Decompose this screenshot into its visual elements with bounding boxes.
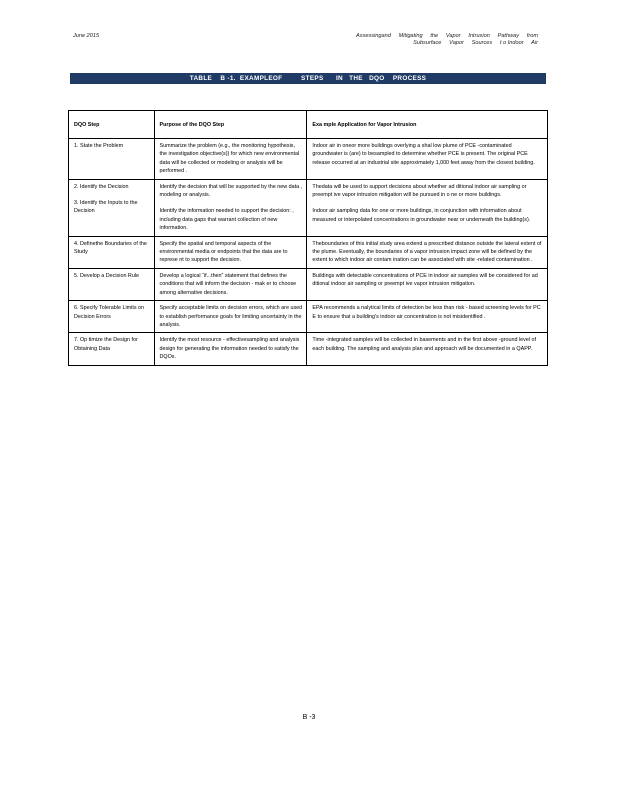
example-2-text: Thedata will be used to support decisions about whether ad ditional indoor air sampling or preempt ive vapor intrusion mitigation will be pursued in o ne or more buildings. <box>312 183 527 199</box>
dqo-steps-table <box>68 110 548 366</box>
purpose-cell <box>154 179 307 236</box>
column-header-example: Exa mple Application for Vapor Intrusion <box>307 111 548 139</box>
table-header-row <box>69 111 548 139</box>
table-row <box>69 139 548 180</box>
table-row <box>69 333 548 365</box>
example-cell: EPA recommends a nalytical limits of detection be less than risk - based screening levels for PC E to ensure that a building's indoor air concentration is not misidentified . <box>307 301 548 333</box>
step-cell: 4. Definethe Boundaries of the Study <box>69 236 155 268</box>
column-header-step: DQO Step <box>69 111 155 139</box>
purpose-cell: Develop a logical “if...then” statement that defines the conditions that will inform the decision - mak er to choose among alternative decisions. <box>154 268 307 300</box>
example-cell: Time -integrated samples will be collected in basements and in the first above -ground level of each building. The sampling and analysis plan and approach will be documented in a QAPP. <box>307 333 548 365</box>
purpose-cell: Specify the spatial and temporal aspects of the environmental media or endpoints that the data are to represe nt to support the decision. <box>154 236 307 268</box>
table-row <box>69 301 548 333</box>
header-title-line1: Assessingand Mitigating the Vapor Intrusion Pathway from <box>356 33 538 39</box>
step-cell: 6. Specify Tolerable Limits on Decision Errors <box>69 301 155 333</box>
purpose-cell: Summarize the problem (e.g., the monitoring hypothesis, the investigation objective(s)) for which new environmental data will be collected or modeling or analysis will be performed . <box>154 139 307 180</box>
purpose-cell: Specify acceptable limits on decision errors, which are used to establish performance goals for limiting uncertainty in the analysis. <box>154 301 307 333</box>
step-cell: 1. State the Problem <box>69 139 155 180</box>
example-cell <box>307 179 548 236</box>
column-header-purpose: Purpose of the DQO Step <box>154 111 307 139</box>
header-title-line2: Subsurface Vapor Sources t o Indoor Air <box>413 40 538 46</box>
header-date: June 2015 <box>73 33 100 39</box>
table-row <box>69 268 548 300</box>
example-cell: Indoor air in oneor more buildings overlying a shal low plume of PCE -contaminated groundwater is (are) to besampled to determine whether PCE is present. The original PCE release occurred at an industrial site approximately 1,000 feet away from the closest building. <box>307 139 548 180</box>
step-2-text: 2. Identify the Decision <box>74 183 129 190</box>
purpose-3-text: Identify the information needed to support the decision: , including data gaps that warrant collection of new information. <box>159 208 294 232</box>
step-cell <box>69 179 155 236</box>
step-cell: 5. Develop a Decision Rule <box>69 268 155 300</box>
step-cell: 7. Op timize the Design for Obtaining Data <box>69 333 155 365</box>
example-cell: Buildings with detectable concentrations of PCE in indoor air samples will be considered for ad ditional indoor air sampling or preempt ive vapor intrusion mitigation. <box>307 268 548 300</box>
step-3-text: 3. Identify the Inputs to the Decision <box>74 200 138 215</box>
purpose-2-text: Identify the decision that will be supported by the new data , modeling or analysis. <box>159 183 303 199</box>
table-title-banner: TABLE B -1. EXAMPLEOF STEPS IN THE DQO PROCESS <box>70 73 546 84</box>
table-row <box>69 236 548 268</box>
example-cell: Theboundaries of this initial study area extend a prescribed distance outside the lateral extent of the plume. Eventually, the boundaries of a vapor intrusion impact zone will be defined by the extent to which indoor air contam ination can be associated with site -related contamination . <box>307 236 548 268</box>
purpose-cell: Identify the most resource - effectivesampling and analysis design for generating the information needed to satisfy the DQOs. <box>154 333 307 365</box>
header-title <box>356 33 538 47</box>
example-3-text: Indoor air sampling data for one or more buildings, in conjunction with information about measured or interpolated concentrations in groundwater near or underneath the building(s). <box>312 208 531 223</box>
table-row <box>69 179 548 236</box>
page-number: B -3 <box>302 714 316 721</box>
